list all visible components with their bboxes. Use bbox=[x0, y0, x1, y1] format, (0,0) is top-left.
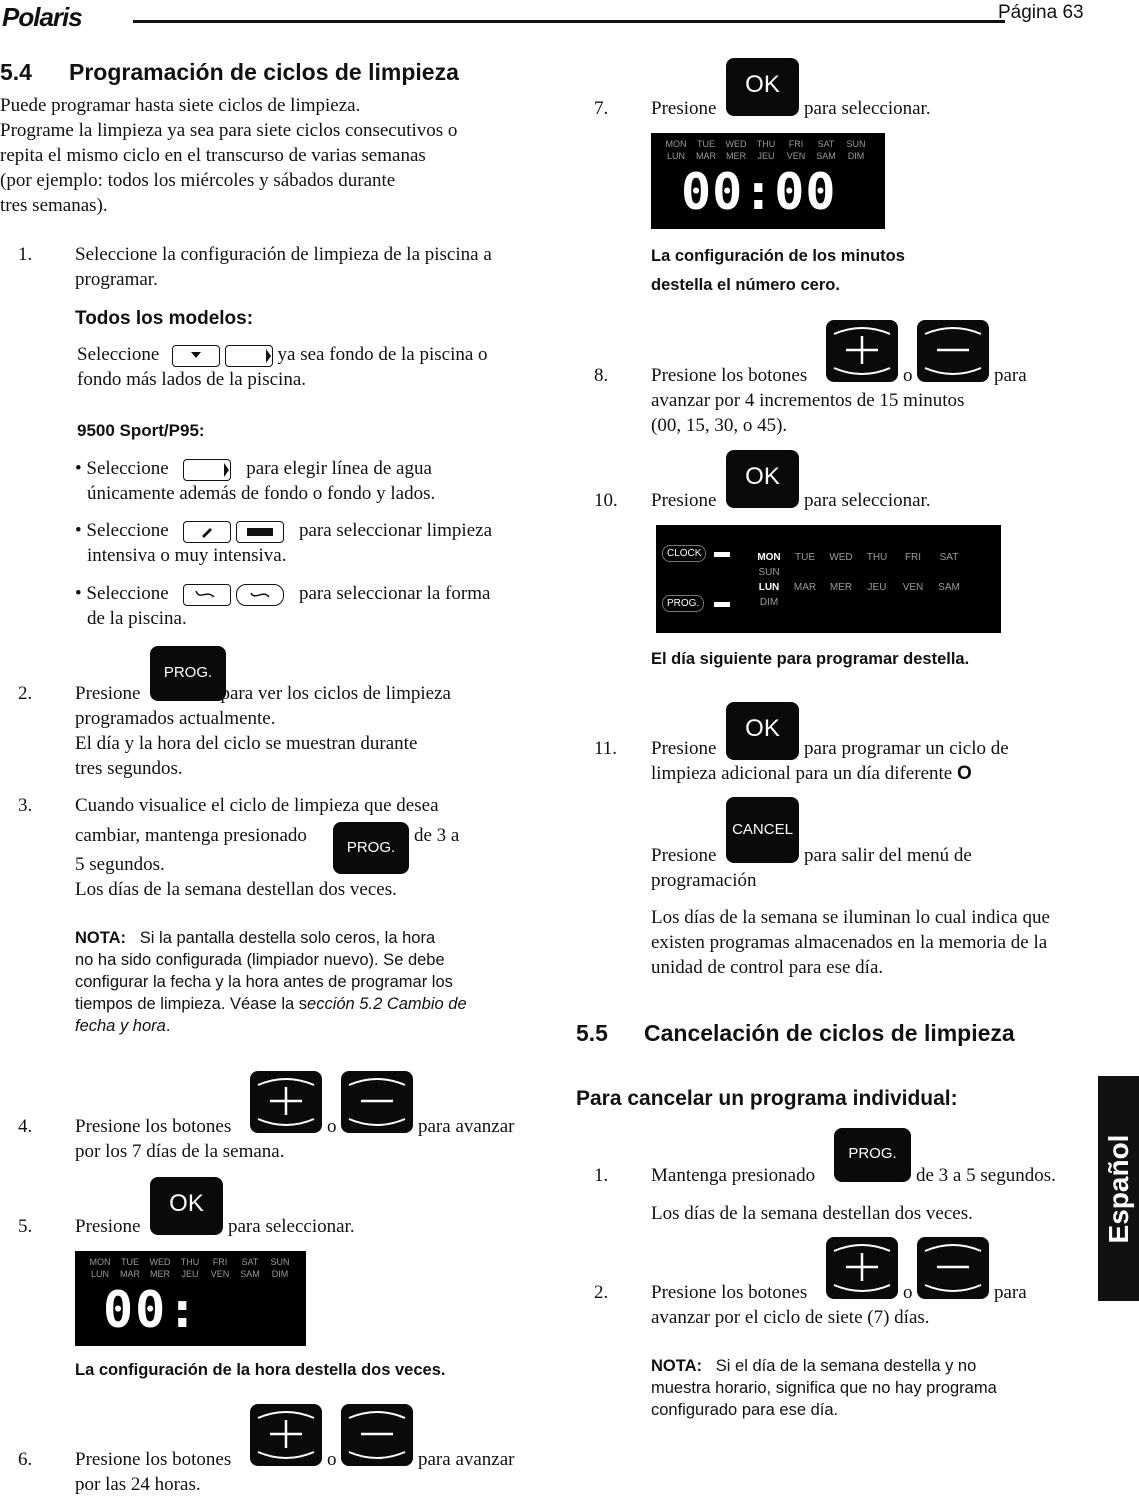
polaris-logo: Polaris bbox=[2, 2, 82, 32]
step-number: 4. bbox=[18, 1116, 33, 1137]
bullet-intensive: • Seleccione para seleccionar limpieza intensiva o muy intensiva. bbox=[75, 520, 493, 566]
ok-button[interactable]: OK bbox=[150, 1177, 223, 1235]
todos-text: Seleccione ya sea fondo de la piscina o fondo más lados de la piscina. bbox=[77, 344, 488, 390]
minus-button[interactable] bbox=[917, 320, 989, 382]
sport-heading: 9500 Sport/P95: bbox=[77, 421, 205, 440]
step-11-b: para programar un ciclo de bbox=[804, 738, 1009, 759]
step-number: 6. bbox=[18, 1449, 33, 1470]
step-4-b: para avanzar bbox=[418, 1116, 515, 1137]
cancel-step-2-b: para bbox=[994, 1282, 1027, 1303]
step-3-line1: Cuando visualice el ciclo de limpieza que desea bbox=[75, 795, 439, 816]
section-5-4-number: 5.4 bbox=[0, 59, 32, 85]
step-11-rest: Los días de la semana se iluminan lo cual indica que existen programas almacenados en la memoria de la unidad de control para ese día. bbox=[651, 907, 1050, 978]
todos-heading: Todos los modelos: bbox=[75, 308, 254, 329]
intro-text: Puede programar hasta siete ciclos de limpieza. Programe la limpieza ya sea para siete ciclos consecutivos o repita el mismo ciclo en el transcurso de varias semanas (por ejemplo: todos los miércoles y sábados durante tres semanas). bbox=[0, 95, 458, 216]
bullet-waterline: • Seleccione para elegir línea de agua únicamente además de fondo o fondo y lados. bbox=[75, 458, 436, 504]
step-8-o: o bbox=[903, 365, 913, 386]
step-8-rest: avanzar por 4 incrementos de 15 minutos (00, 15, 30, o 45). bbox=[651, 390, 965, 436]
ok-button[interactable]: OK bbox=[726, 702, 799, 760]
step-8-a: Presione los botones bbox=[651, 365, 808, 386]
step-11-l2: limpieza adicional para un día diferente O bbox=[651, 763, 972, 784]
cancel-step-1-b: de 3 a 5 segundos. bbox=[916, 1165, 1056, 1186]
step-11-l4: programación bbox=[651, 870, 757, 891]
lcd-time-digits: 00:00 bbox=[681, 163, 837, 221]
step-number: 11. bbox=[594, 738, 618, 759]
prog-label: PROG. bbox=[662, 595, 704, 612]
step-number: 5. bbox=[18, 1216, 33, 1237]
step-6-o: o bbox=[327, 1449, 337, 1470]
lcd-dash bbox=[714, 552, 730, 557]
section-5-5-title: Cancelación de ciclos de limpieza bbox=[644, 1020, 1015, 1046]
step-number: 1. bbox=[18, 244, 33, 265]
lcd-hours-display: MON TUE WED THU FRI SAT SUN LUN MAR MER JEU VEN SAM DIM 00: bbox=[75, 1251, 306, 1346]
cancel-button[interactable]: CANCEL bbox=[726, 797, 799, 863]
step-10-b: para seleccionar. bbox=[804, 490, 931, 511]
very-intensive-icon bbox=[236, 521, 284, 543]
step-7-b: para seleccionar. bbox=[804, 98, 931, 119]
step-3-line2b: de 3 a bbox=[414, 825, 460, 846]
cancel-step-1-l2: Los días de la semana destellan dos veces. bbox=[651, 1203, 973, 1224]
step-number: 8. bbox=[594, 365, 609, 386]
step-2-text: Presione para ver los ciclos de limpieza programados actualmente. El día y la hora del ciclo se muestran durante tres segundos. bbox=[75, 683, 451, 779]
minus-button[interactable] bbox=[917, 1237, 989, 1299]
step-6-a: Presione los botones bbox=[75, 1449, 232, 1470]
step-7-a: Presione bbox=[651, 98, 717, 119]
ok-button[interactable]: OK bbox=[726, 58, 799, 116]
plus-button[interactable] bbox=[250, 1404, 322, 1466]
caption: La configuración de los minutos destella el número cero. bbox=[651, 247, 905, 294]
section-5-4-title: Programación de ciclos de limpieza bbox=[69, 59, 459, 85]
step-3-rest: 5 segundos. Los días de la semana destellan dos veces. bbox=[75, 854, 397, 900]
plus-button[interactable] bbox=[826, 320, 898, 382]
floor-walls-button-icon bbox=[225, 345, 273, 367]
language-tab: Español bbox=[1098, 1076, 1139, 1301]
note-box: NOTA: Si el día de la semana destella y no muestra horario, significa que no hay programa configurado para ese día. bbox=[651, 1357, 997, 1419]
step-3-line2a: cambiar, mantenga presionado bbox=[75, 825, 307, 846]
step-4-l2: por los 7 días de la semana. bbox=[75, 1141, 285, 1162]
lcd-hours-digits: 00: bbox=[103, 1281, 200, 1339]
step-11-l3b: para salir del menú de bbox=[804, 845, 972, 866]
step-number: 7. bbox=[594, 98, 609, 119]
step-5-b: para seleccionar. bbox=[228, 1216, 355, 1237]
prog-button[interactable]: PROG. bbox=[834, 1128, 911, 1182]
minus-button[interactable] bbox=[341, 1071, 413, 1133]
lcd-dash bbox=[714, 602, 730, 607]
plus-button[interactable] bbox=[250, 1071, 322, 1133]
bullet-shape: • Seleccione para seleccionar la forma de la piscina. bbox=[75, 583, 491, 629]
prog-button[interactable]: PROG. bbox=[333, 822, 409, 874]
section-5-5-number: 5.5 bbox=[576, 1020, 608, 1046]
header-rule bbox=[133, 20, 1005, 23]
cancel-step-1-a: Mantenga presionado bbox=[651, 1165, 816, 1186]
step-10-a: Presione bbox=[651, 490, 717, 511]
step-6-b: para avanzar bbox=[418, 1449, 515, 1470]
lcd-day-display: CLOCK MON TUE WED THU FRI SATSUN LUN MAR MER JEU VEN SAMDIM PROG. bbox=[656, 525, 1001, 633]
step-11-a: Presione bbox=[651, 738, 717, 759]
plus-button[interactable] bbox=[826, 1237, 898, 1299]
minus-button[interactable] bbox=[341, 1404, 413, 1466]
step-number: 2. bbox=[18, 683, 33, 704]
step-number: 10. bbox=[594, 490, 618, 511]
step-4-a: Presione los botones bbox=[75, 1116, 232, 1137]
clock-label: CLOCK bbox=[662, 545, 706, 562]
step-8-b: para bbox=[994, 365, 1027, 386]
prog-button[interactable]: PROG. bbox=[150, 646, 226, 701]
step-number: 2. bbox=[594, 1282, 609, 1303]
cancel-step-2-l2: avanzar por el ciclo de siete (7) días. bbox=[651, 1307, 930, 1328]
subsection-heading: Para cancelar un programa individual: bbox=[576, 1087, 958, 1110]
oval-pool-icon bbox=[236, 584, 284, 606]
step-6-l2: por las 24 horas. bbox=[75, 1474, 201, 1495]
caption: El día siguiente para programar destella. bbox=[651, 650, 970, 668]
lcd-minutes-display: MON TUE WED THU FRI SAT SUN LUN MAR MER JEU VEN SAM DIM 00:00 bbox=[651, 133, 885, 229]
ok-button[interactable]: OK bbox=[726, 450, 799, 508]
step-5-a: Presione bbox=[75, 1216, 141, 1237]
cancel-step-2-a: Presione los botones bbox=[651, 1282, 808, 1303]
step-11-l3a: Presione bbox=[651, 845, 717, 866]
step-1-text: Seleccione la configuración de limpieza de la piscina a programar. bbox=[75, 244, 492, 290]
step-number: 3. bbox=[18, 795, 33, 816]
page-number: Página 63 bbox=[998, 2, 1084, 23]
freeform-pool-icon bbox=[183, 584, 231, 606]
step-4-o: o bbox=[327, 1116, 337, 1137]
intensive-icon bbox=[183, 521, 231, 543]
caption: La configuración de la hora destella dos veces. bbox=[75, 1361, 446, 1379]
waterline-button-icon bbox=[183, 459, 231, 481]
floor-button-icon bbox=[172, 345, 220, 367]
cancel-step-2-o: o bbox=[903, 1282, 913, 1303]
note-box: NOTA: Si la pantalla destella solo ceros, la hora no ha sido configurada (limpiador nuevo). Se debe configurar la fecha y la hora antes de programar los tiempos de limpieza. Véase la sección 5.2 Cambio de fecha y hora. bbox=[75, 929, 467, 1035]
step-number: 1. bbox=[594, 1165, 609, 1186]
